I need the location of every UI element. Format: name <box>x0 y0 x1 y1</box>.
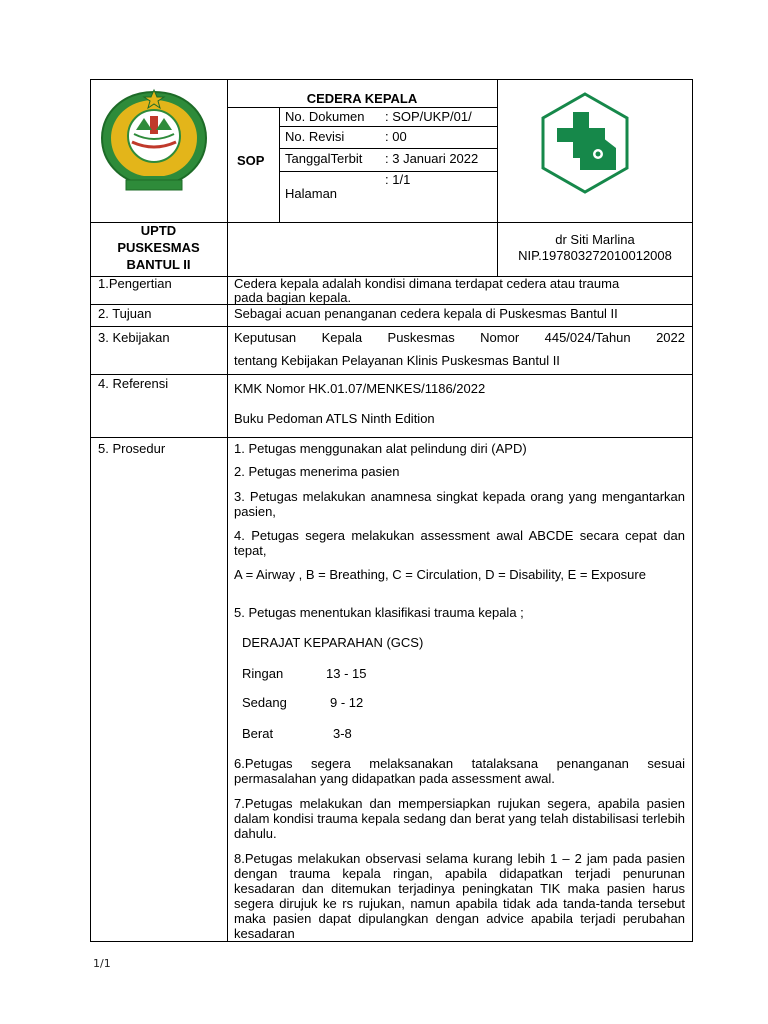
page-value: : 1/1 <box>385 172 411 187</box>
bantul-emblem-logo <box>96 86 212 196</box>
footer-page-number: 1/1 <box>93 957 111 970</box>
section-label-kebijakan: 3. Kebijakan <box>98 330 170 345</box>
gcs-row-label: Ringan <box>242 666 284 681</box>
institution-line1: UPTD <box>140 223 177 238</box>
issue-date-value: : 3 Januari 2022 <box>385 151 479 166</box>
institution-line2: PUSKESMAS <box>117 240 200 255</box>
revision-label: No. Revisi <box>285 129 345 144</box>
sop-label: SOP <box>237 153 265 168</box>
doc-number-label: No. Dokumen <box>285 109 365 124</box>
procedure-step-2: 2. Petugas menerima pasien <box>234 464 400 479</box>
section-label-tujuan: 2. Tujuan <box>98 306 152 321</box>
procedure-step-3: 3. Petugas melakukan anamnesa singkat kepada orang yang mengantarkan pasien, <box>234 489 685 519</box>
section-label-referensi: 4. Referensi <box>98 376 169 391</box>
doc-number-value: : SOP/UKP/01/ <box>385 109 472 124</box>
procedure-step-8: 8.Petugas melakukan observasi selama kurang lebih 1 – 2 jam pada pasien dengan trauma kepala ringan, apabila didapatkan terjadi penurunan kesadaran dan ditemukan terjadinya peningkatan TIK maka pasien harus segera dirujuk ke rs rujukan, namun apabila tidak ada tanda-tanda tersebut maka pasien dapat dipulangkan dengan advice apabila terjadi perubahan kesadaran <box>234 851 685 941</box>
section-label-pengertian: 1.Pengertian <box>98 276 172 291</box>
gcs-row-label: Berat <box>242 726 274 741</box>
procedure-step-5: 5. Petugas menentukan klasifikasi trauma kepala ; <box>234 605 524 620</box>
issue-date-label: TanggalTerbit <box>285 151 363 166</box>
referensi-item: Buku Pedoman ATLS Ninth Edition <box>234 411 435 426</box>
gcs-row-label: Sedang <box>242 695 287 710</box>
signer-nip: NIP.197803272010012008 <box>518 248 672 263</box>
pengertian-text-line1: Cedera kepala adalah kondisi dimana terdapat cedera atau trauma <box>234 276 620 291</box>
procedure-step-1: 1. Petugas menggunakan alat pelindung diri (APD) <box>234 441 527 456</box>
gcs-row-value: 13 - 15 <box>326 666 367 681</box>
referensi-item: KMK Nomor HK.01.07/MENKES/1186/2022 <box>234 381 486 396</box>
tujuan-text: Sebagai acuan penanganan cedera kepala di Puskesmas Bantul II <box>234 306 618 321</box>
gcs-title: DERAJAT KEPARAHAN (GCS) <box>242 635 424 650</box>
institution-line3: BANTUL II <box>126 257 191 272</box>
page-label: Halaman <box>285 186 338 201</box>
procedure-step-7: 7.Petugas melakukan dan mempersiapkan rujukan segera, apabila pasien dalam kondisi trauma kepala sedang dan berat yang telah distabilisasi terlebih dahulu. <box>234 796 685 841</box>
gcs-row-value: 3-8 <box>333 726 352 741</box>
kebijakan-text-line1: Keputusan Kepala Puskesmas Nomor 445/024/Tahun 2022 <box>234 330 685 345</box>
document-title: CEDERA KEPALA <box>306 91 418 106</box>
procedure-step-4: 4. Petugas segera melakukan assessment awal ABCDE secara cepat dan tepat, <box>234 528 685 558</box>
gcs-row-value: 9 - 12 <box>330 695 364 710</box>
procedure-abcde: A = Airway , B = Breathing, C = Circulation, D = Disability, E = Exposure <box>234 567 646 582</box>
pengertian-text-line2: pada bagian kepala. <box>234 290 352 305</box>
signer-name: dr Siti Marlina <box>555 232 635 247</box>
section-label-prosedur: 5. Prosedur <box>98 441 166 456</box>
puskesmas-logo <box>540 92 630 194</box>
revision-value: : 00 <box>385 129 407 144</box>
procedure-step-6: 6.Petugas segera melaksanakan tatalaksana penanganan sesuai permasalahan yang didapatkan pada assessment awal. <box>234 756 685 786</box>
kebijakan-text-line2: tentang Kebijakan Pelayanan Klinis Puskesmas Bantul II <box>234 353 560 368</box>
